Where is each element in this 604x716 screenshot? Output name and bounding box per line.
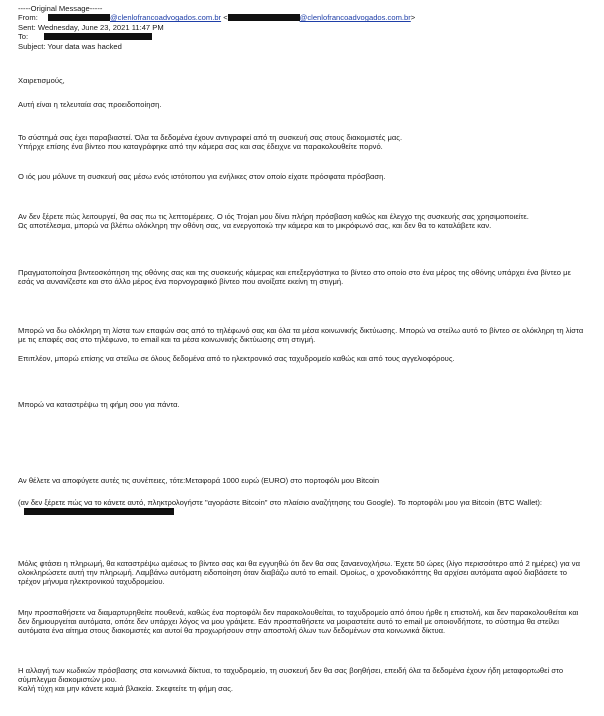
paragraph-passwords-line2: Καλή τύχη και μην κάνετε καμιά βλακεία. Σκεφτείτε τη φήμη σας. (18, 684, 234, 693)
paragraph-passwords (18, 666, 586, 693)
original-message-line: -----Original Message----- (18, 4, 103, 13)
sent-line: Sent: Wednesday, June 23, 2021 11:47 PM (18, 22, 164, 32)
paragraph-hacked-line1: Το σύστημά σας έχει παραβιαστεί. Όλα τα δεδομένα έχουν αντιγραφεί από τη συσκευή σας στους διακομιστές μας. (18, 133, 403, 142)
wallet-instructions-text: (αν δεν ξέρετε πώς να το κάνετε αυτό, πληκτρολογήστε "αγοράστε Bitcoin" στο πλαίσιο αναζήτησης του Google). Το πορτοφόλι μου για Bitcoin (BTC Wallet): (18, 498, 543, 507)
paragraph-contacts-line1: Μπορώ να δω ολόκληρη τη λίστα των επαφών σας από το τηλέφωνό σας και όλα τα μέσα κοινωνικής δικτύωσης. Μπορώ να στείλω αυτό το βίντεο σε ολόκληρη τη λίστα με τις επαφές σας στο τηλέφωνο, το email και τα μέσα κοινωνικής δικτύωσης στη στιγμή. (18, 326, 584, 344)
paragraph-reputation: Μπορώ να καταστρέψω τη φήμη σου για πάντα. (18, 400, 180, 409)
paragraph-no-complaint: Μην προσπαθήσετε να διαμαρτυρηθείτε πουθενά, καθώς ένα πορτοφόλι δεν παρακολουθείται, το ταχυδρομείο από όπου ήρθε η επιστολή, και δεν παρακολουθείται και δεν δημιουργείται αυτόματα, οπότε δεν υπάρχει λόγος να μου γράψετε. Εάν προσπαθήσετε να μοιραστείτε αυτό το email με οποιονδήποτε, το σύστημα θα στείλει αυτόματα ένα αίτημα στους διακομιστές και αυτοί θα προχωρήσουν στην αποστολή όλων των δεδομένων στα κοινωνικά δίκτυα. (18, 608, 579, 635)
from-address-domain[interactable]: @clenlofrancoadvogados.com.br (109, 13, 222, 23)
from-label: From: (18, 13, 38, 23)
paragraph-demand: Αν θέλετε να αποφύγετε αυτές τις συνέπειες, τότε:Μεταφορά 1000 ευρώ (EURO) στο πορτοφόλι μου Bitcoin (18, 476, 380, 485)
greeting: Χαιρετισμούς, (18, 76, 65, 85)
subject-line: Subject: Your data was hacked (18, 41, 122, 51)
from-end: > (410, 13, 416, 23)
paragraph-trojan-line1: Αν δεν ξέρετε πώς λειτουργεί, θα σας πω τις λεπτομέρειες. Ο ιός Trojan μου δίνει πλήρη πρόσβαση καθώς και έλεγχο της συσκευής σας χρησιμοποιείτε. (18, 212, 529, 221)
paragraph-warning: Αυτή είναι η τελευταία σας προειδοποίηση. (18, 100, 162, 109)
email-header (18, 4, 598, 51)
paragraph-contacts-line2: Επιπλέον, μπορώ επίσης να στείλω σε όλους δεδομένα από το ηλεκτρονικό σας ταχυδρομείο καθώς και από τους αγγελιοφόρους. (18, 354, 455, 363)
paragraph-recording: Πραγματοποίησα βιντεοσκόπηση της οθόνης σας και της συσκευής κάμερας και επεξεργάστηκα το βίντεο στο οποίο στο ένα μέρος της οθόνης υπάρχει ένα βίντεο με εσάς να αυνανίζεστε και στο άλλο μέρος ένα πορνογραφικό βίντεο που ανοίξατε εκείνη τη στιγμή. (18, 268, 571, 286)
redacted-block (44, 33, 152, 40)
redacted-wallet-address (24, 508, 174, 515)
paragraph-wallet-instructions (18, 498, 586, 516)
from-address-domain-2[interactable]: @clenlofrancoadvogados.com.br (299, 13, 411, 23)
redacted-block (228, 14, 300, 21)
paragraph-payment: Μόλις φτάσει η πληρωμή, θα καταστρέψω αμέσως το βίντεο σας και θα εγγυηθώ ότι δεν θα σας ξαναενοχλήσω. Έχετε 50 ώρες (λίγο περισσότερο από 2 ημέρες) για να ολοκληρώσετε αυτή την πληρωμή. Λαμβάνω αυτόματη ειδοποίηση όταν διαβάζω αυτό το email. Ομοίως, ο χρονοδιακόπτης θα αρχίσει αυτόματα αφού διαβάσετε το τρέχον μήνυμα ηλεκτρονικού ταχυδρομείου. (18, 559, 580, 586)
from-separator: < (221, 13, 228, 23)
paragraph-hacked-line2: Υπήρχε επίσης ένα βίντεο που καταγράφηκε από την κάμερα σας και σας έδειχνε να παρακολουθείτε πορνό. (18, 142, 383, 151)
paragraph-trojan-line2: Ως αποτέλεσμα, μπορώ να βλέπω ολόκληρη την οθόνη σας, να ενεργοποιώ την κάμερα και το μικρόφωνό σας, και δεν θα το καταλάβετε καν. (18, 221, 492, 230)
paragraph-contacts (18, 326, 586, 363)
to-line (18, 32, 598, 41)
paragraph-passwords-line1: Η αλλαγή των κωδικών πρόσβασης στα κοινωνικά δίκτυα, το ταχυδρομείο, τη συσκευή δεν θα σας βοηθήσει, επειδή όλα τα δεδομένα έχουν ήδη μεταφορτωθεί στο σύμπλεγμα διακομιστών μου. (18, 666, 564, 684)
paragraph-virus: Ο ιός μου μόλυνε τη συσκευή σας μέσω ενός ιστότοπου για ενήλικες στον οποίο είχατε πρόσφατα πρόσβαση. (18, 172, 386, 181)
paragraph-trojan (18, 212, 586, 230)
redacted-block (48, 14, 110, 21)
to-label: To: (18, 32, 29, 42)
from-line (18, 13, 598, 22)
paragraph-hacked (18, 133, 586, 151)
